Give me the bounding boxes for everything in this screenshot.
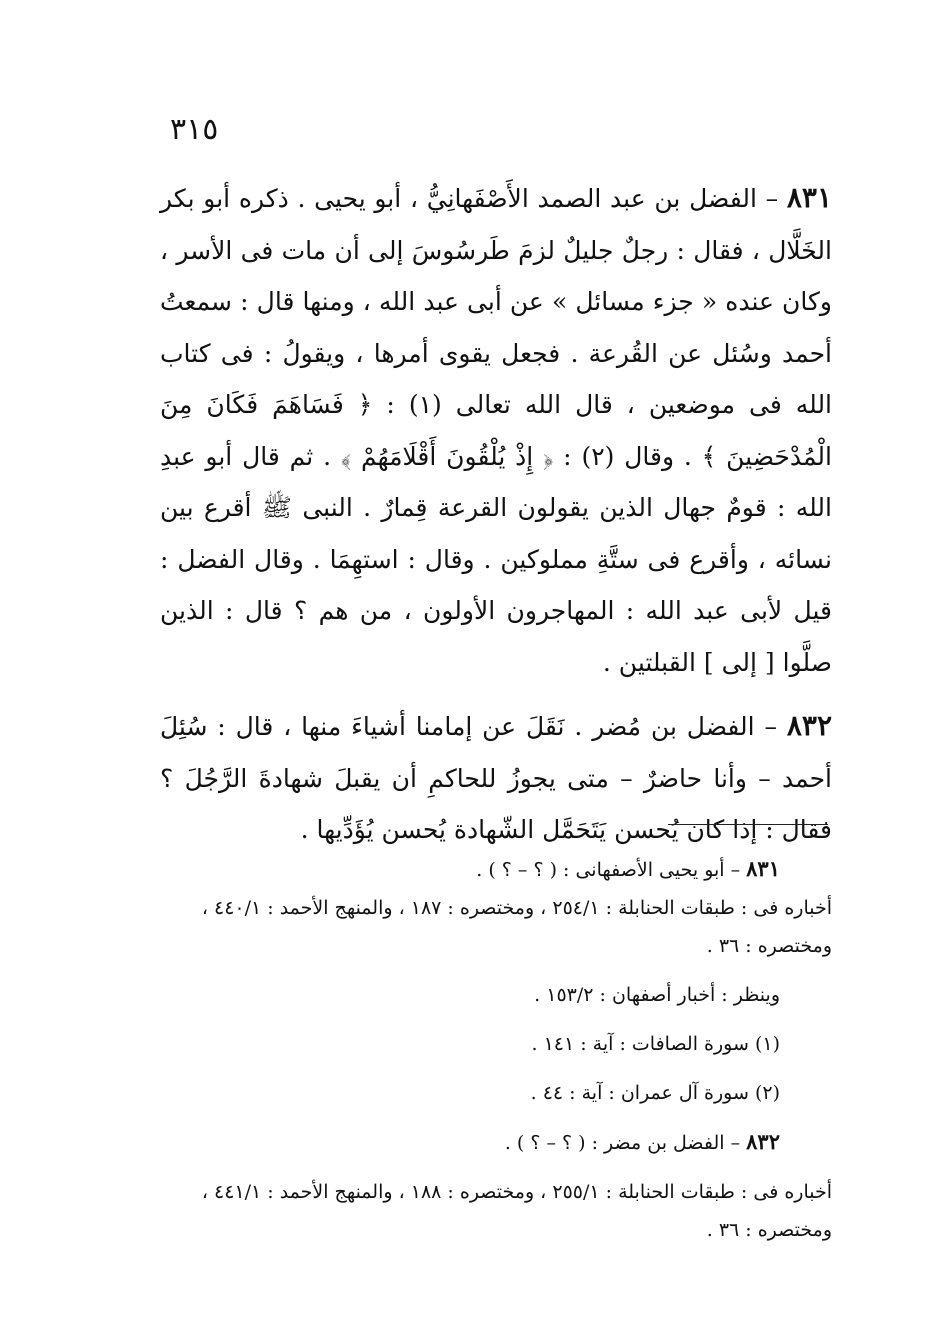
entry-text: – الفضل بن عبد الصمد الأَصْفَهانِيُّ ، أبو يحيى . ذكره أبو بكر الخَلَّال ، فقال : رجلٌ جليلٌ لزمَ طَرسُوسَ إلى أن مات فى الأسر ، وكان عنده « جزء مسائل » عن أبى عبد الله ، ومنها قال : سمعتُ أحمد وسُئل عن القُرعة . فجعل يقوى أمرها ، ويقولُ : فى كتاب الله فى موضعين ، قال الله تعالى (١) : ﴿ فَسَاهَمَ فَكَانَ مِنَ الْمُدْحَضِينَ ﴾ . وقال (٢) : ﴿ إِذْ يُلْقُونَ أَقْلَامَهُمْ ﴾ . ثم قال أبو عبدِ الله : قومٌ جهال الذين يقولون القرعة قِمارٌ . النبى ﷺ أقرع بين نسائه ، وأقرع فى ستَّةِ مملوكين . وقال : استهِمَا . وقال الفضل : قيل لأبى عبد الله : المهاجرون الأولون ، من هم ؟ قال : الذين صلَّوا [ إلى ] القبلتين .	[160, 184, 833, 677]
footnote-text: (٢) سورة آل عمران : آية : ٤٤ .	[530, 1082, 780, 1104]
footnote-1	[162, 1025, 832, 1063]
footnote-832-title	[162, 1123, 832, 1162]
footnote-divider	[668, 824, 828, 825]
footnote-text: (١) سورة الصافات : آية : ١٤١ .	[531, 1033, 780, 1055]
footnote-number: ٨٣١	[746, 856, 780, 881]
entry-number: ٨٣٢	[786, 709, 832, 742]
footnote-text: أخباره فى : طبقات الحنابلة : ٢٥٥/١ ، ومختصره : ١٨٨ ، والمنهج الأحمد : ٤٤١/١ ، ومختصره : ٣٦ .	[201, 1181, 832, 1241]
page-number: ٣١٥	[170, 112, 219, 147]
footnote-831-sources	[162, 889, 832, 965]
footnote-832-sources	[162, 1173, 832, 1249]
entry-832	[160, 700, 832, 856]
entry-831	[160, 172, 832, 688]
footnote-831-see-also	[162, 976, 832, 1014]
footnote-text: وينظر : أخبار أصفهان : ١٥٣/٢ .	[534, 984, 780, 1006]
footnote-text: أخباره فى : طبقات الحنابلة : ٢٥٤/١ ، ومختصره : ١٨٧ ، والمنهج الأحمد : ٤٤٠/١ ، ومختصره : ٣٦ .	[201, 897, 832, 957]
footnote-831-title	[162, 850, 832, 889]
entry-text: – الفضل بن مُضر . نَقَلَ عن إمامنا أشياءَ منها ، قال : سُئِلَ أحمد – وأنا حاضرٌ – متى يجوزُ للحاكمِ أن يقبلَ شهادةَ الرَّجُلَ ؟ فقال : إذا كان يُحسن يَتَحَمَّل الشّهادة يُحسن يُؤَدِّيها .	[160, 712, 832, 844]
footnote-text: – أبو يحيى الأصفهانى : ( ؟ – ؟ ) .	[476, 859, 747, 881]
footnote-number: ٨٣٢	[746, 1129, 780, 1154]
footnotes	[162, 850, 832, 1249]
entry-number: ٨٣١	[786, 181, 832, 214]
main-text	[160, 172, 832, 856]
footnote-2	[162, 1074, 832, 1112]
footnote-text: – الفضل بن مضر : ( ؟ – ؟ ) .	[504, 1132, 747, 1154]
